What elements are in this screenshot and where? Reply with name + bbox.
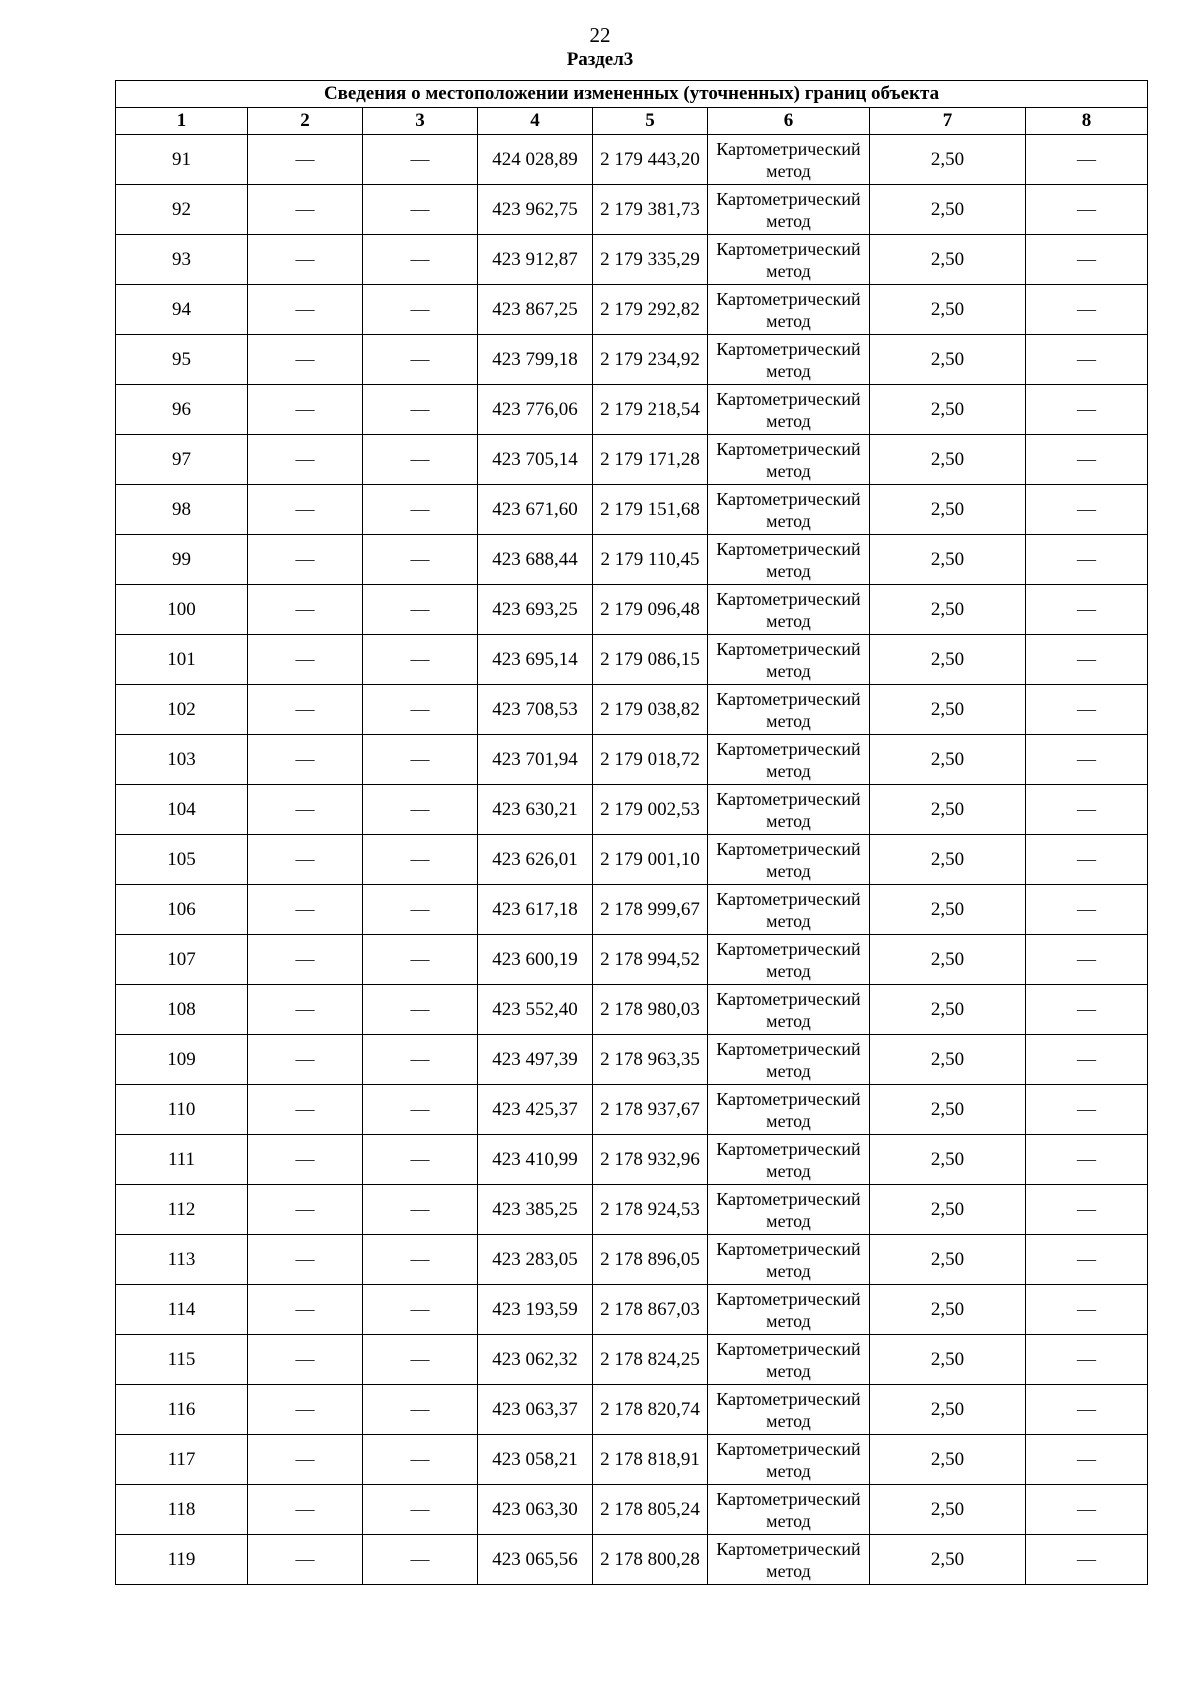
table-row — [116, 485, 1148, 535]
x-coordinate-cell: 423 193,59 — [478, 1285, 593, 1335]
y-coordinate-cell: 2 179 151,68 — [593, 485, 708, 535]
table-row — [116, 985, 1148, 1035]
column-2-cell: — — [248, 185, 363, 235]
point-number-cell: 110 — [116, 1085, 248, 1135]
x-coordinate-cell: 423 617,18 — [478, 885, 593, 935]
column-3-cell: — — [363, 1385, 478, 1435]
column-3-cell: — — [363, 135, 478, 185]
column-8-cell: — — [1026, 1085, 1148, 1135]
table-row — [116, 1335, 1148, 1385]
y-coordinate-cell: 2 179 001,10 — [593, 835, 708, 885]
accuracy-cell: 2,50 — [870, 385, 1026, 435]
column-3-cell: — — [363, 1435, 478, 1485]
table-row — [116, 1135, 1148, 1185]
column-2-cell: — — [248, 1185, 363, 1235]
method-cell: Картометрический метод — [708, 985, 870, 1035]
x-coordinate-cell: 423 065,56 — [478, 1535, 593, 1585]
y-coordinate-cell: 2 179 335,29 — [593, 235, 708, 285]
x-coordinate-cell: 423 626,01 — [478, 835, 593, 885]
accuracy-cell: 2,50 — [870, 685, 1026, 735]
table-caption: Сведения о местоположении измененных (уточненных) границ объекта — [116, 81, 1148, 108]
column-3-cell: — — [363, 185, 478, 235]
point-number-cell: 107 — [116, 935, 248, 985]
x-coordinate-cell: 423 062,32 — [478, 1335, 593, 1385]
column-3-cell: — — [363, 1485, 478, 1535]
method-cell: Картометрический метод — [708, 835, 870, 885]
point-number-cell: 119 — [116, 1535, 248, 1585]
table-row — [116, 1035, 1148, 1085]
column-3-cell: — — [363, 285, 478, 335]
y-coordinate-cell: 2 178 820,74 — [593, 1385, 708, 1435]
point-number-cell: 96 — [116, 385, 248, 435]
column-3-cell: — — [363, 235, 478, 285]
column-8-cell: — — [1026, 235, 1148, 285]
table-body — [116, 135, 1148, 1585]
column-2-cell: — — [248, 385, 363, 435]
section-title: Раздел3 — [566, 49, 634, 70]
table-row — [116, 1185, 1148, 1235]
table-row — [116, 1385, 1148, 1435]
table-row — [116, 385, 1148, 435]
method-cell: Картометрический метод — [708, 435, 870, 485]
method-cell: Картометрический метод — [708, 735, 870, 785]
y-coordinate-cell: 2 178 924,53 — [593, 1185, 708, 1235]
method-cell: Картометрический метод — [708, 1435, 870, 1485]
column-2-cell: — — [248, 285, 363, 335]
column-3-cell: — — [363, 735, 478, 785]
accuracy-cell: 2,50 — [870, 135, 1026, 185]
column-8-cell: — — [1026, 535, 1148, 585]
column-number-2: 2 — [248, 108, 363, 135]
column-number-8: 8 — [1026, 108, 1148, 135]
table-row — [116, 535, 1148, 585]
point-number-cell: 114 — [116, 1285, 248, 1335]
accuracy-cell: 2,50 — [870, 1035, 1026, 1085]
y-coordinate-cell: 2 179 381,73 — [593, 185, 708, 235]
table-row — [116, 435, 1148, 485]
column-8-cell: — — [1026, 735, 1148, 785]
column-2-cell: — — [248, 735, 363, 785]
method-cell: Картометрический метод — [708, 135, 870, 185]
column-8-cell: — — [1026, 1135, 1148, 1185]
point-number-cell: 115 — [116, 1335, 248, 1385]
column-8-cell: — — [1026, 1185, 1148, 1235]
column-2-cell: — — [248, 585, 363, 635]
column-3-cell: — — [363, 1285, 478, 1335]
point-number-cell: 105 — [116, 835, 248, 885]
column-number-6: 6 — [708, 108, 870, 135]
accuracy-cell: 2,50 — [870, 935, 1026, 985]
column-2-cell: — — [248, 1085, 363, 1135]
method-cell: Картометрический метод — [708, 485, 870, 535]
column-2-cell: — — [248, 1535, 363, 1585]
column-3-cell: — — [363, 1335, 478, 1385]
y-coordinate-cell: 2 178 824,25 — [593, 1335, 708, 1385]
column-2-cell: — — [248, 1035, 363, 1085]
column-8-cell: — — [1026, 135, 1148, 185]
column-2-cell: — — [248, 635, 363, 685]
method-cell: Картометрический метод — [708, 535, 870, 585]
point-number-cell: 108 — [116, 985, 248, 1035]
column-2-cell: — — [248, 885, 363, 935]
column-8-cell: — — [1026, 185, 1148, 235]
x-coordinate-cell: 423 385,25 — [478, 1185, 593, 1235]
method-cell: Картометрический метод — [708, 685, 870, 735]
y-coordinate-cell: 2 178 805,24 — [593, 1485, 708, 1535]
column-2-cell: — — [248, 935, 363, 985]
x-coordinate-cell: 423 705,14 — [478, 435, 593, 485]
point-number-cell: 109 — [116, 1035, 248, 1085]
x-coordinate-cell: 423 058,21 — [478, 1435, 593, 1485]
point-number-cell: 91 — [116, 135, 248, 185]
x-coordinate-cell: 423 497,39 — [478, 1035, 593, 1085]
column-2-cell: — — [248, 335, 363, 385]
column-3-cell: — — [363, 435, 478, 485]
column-8-cell: — — [1026, 1535, 1148, 1585]
column-8-cell: — — [1026, 1235, 1148, 1285]
point-number-cell: 98 — [116, 485, 248, 535]
accuracy-cell: 2,50 — [870, 585, 1026, 635]
method-cell: Картометрический метод — [708, 1535, 870, 1585]
accuracy-cell: 2,50 — [870, 785, 1026, 835]
column-3-cell: — — [363, 635, 478, 685]
y-coordinate-cell: 2 178 818,91 — [593, 1435, 708, 1485]
column-3-cell: — — [363, 685, 478, 735]
point-number-cell: 112 — [116, 1185, 248, 1235]
column-3-cell: — — [363, 1185, 478, 1235]
column-number-5: 5 — [593, 108, 708, 135]
method-cell: Картометрический метод — [708, 1385, 870, 1435]
table-row — [116, 935, 1148, 985]
column-8-cell: — — [1026, 1485, 1148, 1535]
table-row — [116, 235, 1148, 285]
accuracy-cell: 2,50 — [870, 1185, 1026, 1235]
point-number-cell: 106 — [116, 885, 248, 935]
point-number-cell: 116 — [116, 1385, 248, 1435]
table-row — [116, 285, 1148, 335]
y-coordinate-cell: 2 178 932,96 — [593, 1135, 708, 1185]
accuracy-cell: 2,50 — [870, 1135, 1026, 1185]
column-8-cell: — — [1026, 685, 1148, 735]
column-3-cell: — — [363, 585, 478, 635]
x-coordinate-cell: 423 425,37 — [478, 1085, 593, 1135]
x-coordinate-cell: 423 600,19 — [478, 935, 593, 985]
x-coordinate-cell: 423 867,25 — [478, 285, 593, 335]
column-8-cell: — — [1026, 335, 1148, 385]
accuracy-cell: 2,50 — [870, 885, 1026, 935]
column-8-cell: — — [1026, 1385, 1148, 1435]
column-3-cell: — — [363, 835, 478, 885]
accuracy-cell: 2,50 — [870, 535, 1026, 585]
y-coordinate-cell: 2 178 999,67 — [593, 885, 708, 935]
table-row — [116, 835, 1148, 885]
x-coordinate-cell: 423 552,40 — [478, 985, 593, 1035]
column-3-cell: — — [363, 535, 478, 585]
column-8-cell: — — [1026, 1335, 1148, 1385]
point-number-cell: 118 — [116, 1485, 248, 1535]
point-number-cell: 94 — [116, 285, 248, 335]
table-row — [116, 885, 1148, 935]
accuracy-cell: 2,50 — [870, 1385, 1026, 1435]
y-coordinate-cell: 2 178 867,03 — [593, 1285, 708, 1335]
column-number-7: 7 — [870, 108, 1026, 135]
column-8-cell: — — [1026, 585, 1148, 635]
method-cell: Картометрический метод — [708, 935, 870, 985]
accuracy-cell: 2,50 — [870, 1335, 1026, 1385]
accuracy-cell: 2,50 — [870, 1285, 1026, 1335]
column-3-cell: — — [363, 1085, 478, 1135]
column-3-cell: — — [363, 785, 478, 835]
column-3-cell: — — [363, 985, 478, 1035]
x-coordinate-cell: 423 688,44 — [478, 535, 593, 585]
method-cell: Картометрический метод — [708, 235, 870, 285]
column-2-cell: — — [248, 435, 363, 485]
column-8-cell: — — [1026, 1035, 1148, 1085]
accuracy-cell: 2,50 — [870, 335, 1026, 385]
column-2-cell: — — [248, 1235, 363, 1285]
column-2-cell: — — [248, 485, 363, 535]
x-coordinate-cell: 424 028,89 — [478, 135, 593, 185]
point-number-cell: 113 — [116, 1235, 248, 1285]
table-row — [116, 185, 1148, 235]
point-number-cell: 97 — [116, 435, 248, 485]
accuracy-cell: 2,50 — [870, 985, 1026, 1035]
column-3-cell: — — [363, 335, 478, 385]
y-coordinate-cell: 2 179 218,54 — [593, 385, 708, 435]
column-number-row — [116, 108, 1148, 135]
method-cell: Картометрический метод — [708, 385, 870, 435]
table-row — [116, 1085, 1148, 1135]
table-caption-row — [116, 81, 1148, 108]
column-2-cell: — — [248, 835, 363, 885]
table-row — [116, 1435, 1148, 1485]
column-8-cell: — — [1026, 885, 1148, 935]
table-row — [116, 1235, 1148, 1285]
y-coordinate-cell: 2 179 110,45 — [593, 535, 708, 585]
x-coordinate-cell: 423 962,75 — [478, 185, 593, 235]
y-coordinate-cell: 2 179 443,20 — [593, 135, 708, 185]
x-coordinate-cell: 423 701,94 — [478, 735, 593, 785]
table-row — [116, 735, 1148, 785]
accuracy-cell: 2,50 — [870, 835, 1026, 885]
point-number-cell: 103 — [116, 735, 248, 785]
accuracy-cell: 2,50 — [870, 1435, 1026, 1485]
column-3-cell: — — [363, 1235, 478, 1285]
method-cell: Картометрический метод — [708, 885, 870, 935]
page-number: 22 — [589, 23, 611, 47]
x-coordinate-cell: 423 630,21 — [478, 785, 593, 835]
point-number-cell: 101 — [116, 635, 248, 685]
point-number-cell: 117 — [116, 1435, 248, 1485]
column-2-cell: — — [248, 785, 363, 835]
column-number-3: 3 — [363, 108, 478, 135]
point-number-cell: 95 — [116, 335, 248, 385]
column-2-cell: — — [248, 535, 363, 585]
table-row — [116, 635, 1148, 685]
accuracy-cell: 2,50 — [870, 435, 1026, 485]
point-number-cell: 104 — [116, 785, 248, 835]
column-8-cell: — — [1026, 985, 1148, 1035]
y-coordinate-cell: 2 179 038,82 — [593, 685, 708, 735]
accuracy-cell: 2,50 — [870, 1535, 1026, 1585]
table-row — [116, 1285, 1148, 1335]
point-number-cell: 99 — [116, 535, 248, 585]
column-8-cell: — — [1026, 835, 1148, 885]
column-2-cell: — — [248, 135, 363, 185]
method-cell: Картометрический метод — [708, 285, 870, 335]
table-row — [116, 135, 1148, 185]
y-coordinate-cell: 2 178 937,67 — [593, 1085, 708, 1135]
table-row — [116, 335, 1148, 385]
x-coordinate-cell: 423 693,25 — [478, 585, 593, 635]
column-2-cell: — — [248, 985, 363, 1035]
column-8-cell: — — [1026, 785, 1148, 835]
column-3-cell: — — [363, 485, 478, 535]
column-8-cell: — — [1026, 435, 1148, 485]
column-3-cell: — — [363, 385, 478, 435]
accuracy-cell: 2,50 — [870, 485, 1026, 535]
x-coordinate-cell: 423 776,06 — [478, 385, 593, 435]
x-coordinate-cell: 423 283,05 — [478, 1235, 593, 1285]
accuracy-cell: 2,50 — [870, 235, 1026, 285]
y-coordinate-cell: 2 179 096,48 — [593, 585, 708, 635]
column-2-cell: — — [248, 235, 363, 285]
y-coordinate-cell: 2 178 980,03 — [593, 985, 708, 1035]
column-3-cell: — — [363, 1535, 478, 1585]
column-2-cell: — — [248, 685, 363, 735]
accuracy-cell: 2,50 — [870, 285, 1026, 335]
column-2-cell: — — [248, 1335, 363, 1385]
x-coordinate-cell: 423 708,53 — [478, 685, 593, 735]
point-number-cell: 93 — [116, 235, 248, 285]
point-number-cell: 102 — [116, 685, 248, 735]
column-8-cell: — — [1026, 1435, 1148, 1485]
column-8-cell: — — [1026, 485, 1148, 535]
method-cell: Картометрический метод — [708, 1235, 870, 1285]
accuracy-cell: 2,50 — [870, 635, 1026, 685]
point-number-cell: 111 — [116, 1135, 248, 1185]
accuracy-cell: 2,50 — [870, 1485, 1026, 1535]
y-coordinate-cell: 2 179 234,92 — [593, 335, 708, 385]
column-8-cell: — — [1026, 1285, 1148, 1335]
x-coordinate-cell: 423 063,30 — [478, 1485, 593, 1535]
accuracy-cell: 2,50 — [870, 735, 1026, 785]
point-number-cell: 92 — [116, 185, 248, 235]
method-cell: Картометрический метод — [708, 335, 870, 385]
y-coordinate-cell: 2 178 800,28 — [593, 1535, 708, 1585]
method-cell: Картометрический метод — [708, 1185, 870, 1235]
x-coordinate-cell: 423 912,87 — [478, 235, 593, 285]
y-coordinate-cell: 2 179 002,53 — [593, 785, 708, 835]
method-cell: Картометрический метод — [708, 585, 870, 635]
y-coordinate-cell: 2 179 292,82 — [593, 285, 708, 335]
column-3-cell: — — [363, 885, 478, 935]
x-coordinate-cell: 423 410,99 — [478, 1135, 593, 1185]
method-cell: Картометрический метод — [708, 1135, 870, 1185]
column-8-cell: — — [1026, 635, 1148, 685]
y-coordinate-cell: 2 179 018,72 — [593, 735, 708, 785]
boundary-coordinates-table — [115, 80, 1148, 1585]
method-cell: Картометрический метод — [708, 1485, 870, 1535]
accuracy-cell: 2,50 — [870, 185, 1026, 235]
column-2-cell: — — [248, 1485, 363, 1535]
x-coordinate-cell: 423 063,37 — [478, 1385, 593, 1435]
column-number-4: 4 — [478, 108, 593, 135]
method-cell: Картометрический метод — [708, 1335, 870, 1385]
method-cell: Картометрический метод — [708, 1085, 870, 1135]
method-cell: Картометрический метод — [708, 785, 870, 835]
column-3-cell: — — [363, 935, 478, 985]
table-row — [116, 1485, 1148, 1535]
method-cell: Картометрический метод — [708, 1035, 870, 1085]
x-coordinate-cell: 423 799,18 — [478, 335, 593, 385]
column-8-cell: — — [1026, 285, 1148, 335]
column-8-cell: — — [1026, 385, 1148, 435]
column-2-cell: — — [248, 1435, 363, 1485]
method-cell: Картометрический метод — [708, 185, 870, 235]
column-2-cell: — — [248, 1135, 363, 1185]
y-coordinate-cell: 2 178 896,05 — [593, 1235, 708, 1285]
y-coordinate-cell: 2 178 963,35 — [593, 1035, 708, 1085]
table-row — [116, 785, 1148, 835]
y-coordinate-cell: 2 178 994,52 — [593, 935, 708, 985]
method-cell: Картометрический метод — [708, 1285, 870, 1335]
table-row — [116, 585, 1148, 635]
column-2-cell: — — [248, 1385, 363, 1435]
y-coordinate-cell: 2 179 171,28 — [593, 435, 708, 485]
accuracy-cell: 2,50 — [870, 1235, 1026, 1285]
x-coordinate-cell: 423 671,60 — [478, 485, 593, 535]
column-2-cell: — — [248, 1285, 363, 1335]
table-row — [116, 1535, 1148, 1585]
column-3-cell: — — [363, 1135, 478, 1185]
column-number-1: 1 — [116, 108, 248, 135]
accuracy-cell: 2,50 — [870, 1085, 1026, 1135]
method-cell: Картометрический метод — [708, 635, 870, 685]
column-8-cell: — — [1026, 935, 1148, 985]
point-number-cell: 100 — [116, 585, 248, 635]
y-coordinate-cell: 2 179 086,15 — [593, 635, 708, 685]
table-row — [116, 685, 1148, 735]
column-3-cell: — — [363, 1035, 478, 1085]
x-coordinate-cell: 423 695,14 — [478, 635, 593, 685]
